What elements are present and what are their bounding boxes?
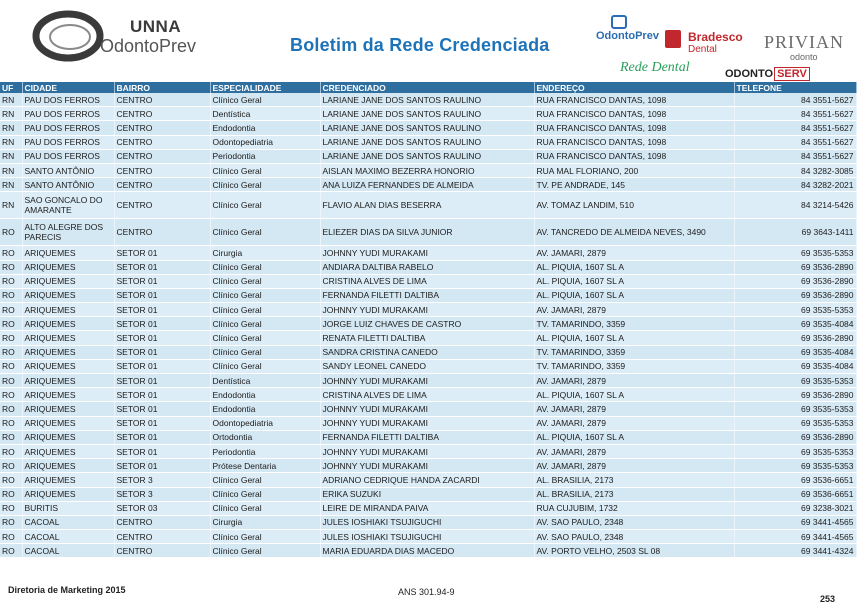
table-cell: SETOR 01 (114, 459, 210, 473)
brand (100, 18, 196, 55)
table-cell: LARIANE JANE DOS SANTOS RAULINO (320, 93, 534, 107)
table-cell: ANDIARA DALTIBA RABELO (320, 260, 534, 274)
table-cell: SETOR 01 (114, 402, 210, 416)
table-cell: CENTRO (114, 530, 210, 544)
table-cell: Periodontia (210, 149, 320, 163)
column-header: CIDADE (22, 82, 114, 93)
table-row (0, 135, 856, 149)
table-row (0, 374, 856, 388)
table-cell: LARIANE JANE DOS SANTOS RAULINO (320, 107, 534, 121)
table-cell: Clínico Geral (210, 317, 320, 331)
brand-name-bottom: OdontoPrev (100, 36, 197, 56)
table-cell: CENTRO (114, 219, 210, 246)
table-cell: ARIQUEMES (22, 416, 114, 430)
table-cell: 69 3535-4084 (734, 345, 856, 359)
table-row (0, 459, 856, 473)
network-table (0, 82, 856, 558)
table-cell: AV. TANCREDO DE ALMEIDA NEVES, 3490 (534, 219, 734, 246)
table-cell: Dentística (210, 374, 320, 388)
partner-rede-dental: Rede Dental (620, 60, 690, 75)
table-cell: AV. SAO PAULO, 2348 (534, 530, 734, 544)
table-cell: ARIQUEMES (22, 459, 114, 473)
page-title: Boletim da Rede Credenciada (290, 35, 550, 55)
table-cell: FERNANDA FILETTI DALTIBA (320, 430, 534, 444)
table-row (0, 345, 856, 359)
table-cell: RENATA FILETTI DALTIBA (320, 331, 534, 345)
table-cell: Cirurgia (210, 515, 320, 529)
table-cell: SETOR 01 (114, 288, 210, 302)
partner-bradesco-sub: Dental (688, 44, 717, 55)
table-cell: Ortodontia (210, 430, 320, 444)
table-row (0, 192, 856, 219)
column-header: BAIRRO (114, 82, 210, 93)
table-cell: RN (0, 163, 22, 177)
table-cell: Cirurgia (210, 246, 320, 260)
column-header: UF (0, 82, 22, 93)
table-cell: SANDY LEONEL CANEDO (320, 359, 534, 373)
table-row (0, 359, 856, 373)
table-cell: TV. TAMARINDO, 3359 (534, 359, 734, 373)
table-cell: RO (0, 487, 22, 501)
table-cell: SETOR 01 (114, 359, 210, 373)
table-cell: RUA MAL FLORIANO, 200 (534, 163, 734, 177)
table-cell: AV. JAMARI, 2879 (534, 459, 734, 473)
table-row (0, 178, 856, 192)
table-cell: Prótese Dentaria (210, 459, 320, 473)
table-cell: ARIQUEMES (22, 444, 114, 458)
table-cell: 69 3536-2890 (734, 388, 856, 402)
table-cell: SAO GONCALO DO AMARANTE (22, 192, 114, 219)
table-row (0, 501, 856, 515)
table-cell: Dentística (210, 107, 320, 121)
table-cell: SETOR 01 (114, 303, 210, 317)
table-cell: CENTRO (114, 192, 210, 219)
table-cell: Clínico Geral (210, 530, 320, 544)
table-cell: PAU DOS FERROS (22, 107, 114, 121)
table-cell: ARIQUEMES (22, 473, 114, 487)
table-cell: ARIQUEMES (22, 388, 114, 402)
table-cell: 69 3536-2890 (734, 260, 856, 274)
table-row (0, 274, 856, 288)
table-row (0, 149, 856, 163)
table-cell: RO (0, 473, 22, 487)
table-cell: AV. JAMARI, 2879 (534, 416, 734, 430)
table-row (0, 444, 856, 458)
table-cell: Clínico Geral (210, 359, 320, 373)
partner-privian-sub: odonto (790, 52, 818, 62)
table-cell: AL. PIQUIA, 1607 SL A (534, 430, 734, 444)
table-cell: AL. PIQUIA, 1607 SL A (534, 388, 734, 402)
table-cell: PAU DOS FERROS (22, 121, 114, 135)
table-cell: CENTRO (114, 544, 210, 558)
table-cell: 69 3536-6651 (734, 473, 856, 487)
table-cell: 84 3551-5627 (734, 149, 856, 163)
table-cell: Clínico Geral (210, 163, 320, 177)
table-cell: 84 3551-5627 (734, 121, 856, 135)
table-cell: AV. JAMARI, 2879 (534, 402, 734, 416)
table-cell: RO (0, 246, 22, 260)
table-cell: AL. PIQUIA, 1607 SL A (534, 274, 734, 288)
table-cell: 69 3535-5353 (734, 416, 856, 430)
table-cell: SETOR 01 (114, 374, 210, 388)
table-cell: 69 3535-4084 (734, 359, 856, 373)
partner-odonto-serv (725, 68, 810, 80)
table-cell: JOHNNY YUDI MURAKAMI (320, 303, 534, 317)
table-cell: 69 3536-6651 (734, 487, 856, 501)
table-row (0, 388, 856, 402)
table-row (0, 317, 856, 331)
odontoprev-logo-icon (611, 15, 627, 29)
table-cell: RO (0, 260, 22, 274)
table-cell: 69 3535-5353 (734, 459, 856, 473)
table-cell: SETOR 3 (114, 487, 210, 501)
table-cell: SETOR 01 (114, 274, 210, 288)
table-cell: JOHNNY YUDI MURAKAMI (320, 402, 534, 416)
table-cell: ELIEZER DIAS DA SILVA JUNIOR (320, 219, 534, 246)
table-cell: TV. PE ANDRADE, 145 (534, 178, 734, 192)
table-cell: 84 3551-5627 (734, 93, 856, 107)
table-cell: Clínico Geral (210, 544, 320, 558)
table-cell: Clínico Geral (210, 331, 320, 345)
table-cell: 69 3238-3021 (734, 501, 856, 515)
partner-bradesco: Bradesco (688, 30, 743, 44)
table-cell: Clínico Geral (210, 288, 320, 302)
table-cell: Clínico Geral (210, 219, 320, 246)
footer-ans: ANS 301.94-9 (398, 587, 455, 597)
table-cell: RUA FRANCISCO DANTAS, 1098 (534, 93, 734, 107)
table-cell: RO (0, 359, 22, 373)
table-cell: RO (0, 459, 22, 473)
table-cell: 69 3643-1411 (734, 219, 856, 246)
table-cell: ARIQUEMES (22, 246, 114, 260)
table-cell: ARIQUEMES (22, 303, 114, 317)
page-header (0, 0, 867, 80)
brand-name-top: UNNA (130, 17, 182, 36)
table-row (0, 260, 856, 274)
table-cell: PAU DOS FERROS (22, 135, 114, 149)
table-cell: RO (0, 219, 22, 246)
column-header: TELEFONE (734, 82, 856, 93)
table-cell: SANTO ANTÔNIO (22, 178, 114, 192)
table-cell: Clínico Geral (210, 303, 320, 317)
table-cell: Odontopediatria (210, 135, 320, 149)
table-cell: LEIRE DE MIRANDA PAIVA (320, 501, 534, 515)
table-cell: ARIQUEMES (22, 487, 114, 501)
table-cell: BURITIS (22, 501, 114, 515)
table-cell: JOHNNY YUDI MURAKAMI (320, 246, 534, 260)
table-cell: RO (0, 402, 22, 416)
table-cell: CRISTINA ALVES DE LIMA (320, 274, 534, 288)
table-header-row (0, 82, 856, 93)
table-cell: SANTO ANTÔNIO (22, 163, 114, 177)
table-cell: RN (0, 135, 22, 149)
table-cell: LARIANE JANE DOS SANTOS RAULINO (320, 149, 534, 163)
table-cell: ARIQUEMES (22, 288, 114, 302)
table-cell: AISLAN MAXIMO BEZERRA HONORIO (320, 163, 534, 177)
table-cell: RN (0, 93, 22, 107)
table-cell: RO (0, 345, 22, 359)
table-cell: RN (0, 107, 22, 121)
table-cell: Odontopediatria (210, 416, 320, 430)
unna-logo-icon (32, 10, 104, 62)
table-cell: Clínico Geral (210, 274, 320, 288)
table-cell: CENTRO (114, 515, 210, 529)
table-row (0, 515, 856, 529)
table-row (0, 246, 856, 260)
table-row (0, 487, 856, 501)
table-cell: Clínico Geral (210, 192, 320, 219)
table-cell: AL. PIQUIA, 1607 SL A (534, 288, 734, 302)
table-cell: ARIQUEMES (22, 374, 114, 388)
table-cell: RO (0, 430, 22, 444)
table-cell: CENTRO (114, 163, 210, 177)
table-cell: ADRIANO CEDRIQUE HANDA ZACARDI (320, 473, 534, 487)
table-row (0, 544, 856, 558)
table-cell: RO (0, 331, 22, 345)
table-cell: ARIQUEMES (22, 430, 114, 444)
table-row (0, 416, 856, 430)
table-cell: SETOR 01 (114, 416, 210, 430)
table-cell: RO (0, 388, 22, 402)
partner-privian: PRIVIAN (764, 32, 845, 52)
table-cell: 69 3536-2890 (734, 331, 856, 345)
table-cell: ANA LUIZA FERNANDES DE ALMEIDA (320, 178, 534, 192)
table-row (0, 402, 856, 416)
table-row (0, 288, 856, 302)
table-cell: Clínico Geral (210, 345, 320, 359)
table-cell: AL. PIQUIA, 1607 SL A (534, 260, 734, 274)
table-cell: FERNANDA FILETTI DALTIBA (320, 288, 534, 302)
table-cell: 84 3282-3085 (734, 163, 856, 177)
table-cell: ARIQUEMES (22, 331, 114, 345)
table-cell: Clínico Geral (210, 260, 320, 274)
table-cell: 69 3535-5353 (734, 402, 856, 416)
table-row (0, 93, 856, 107)
table-cell: RUA FRANCISCO DANTAS, 1098 (534, 121, 734, 135)
table-cell: RO (0, 274, 22, 288)
table-cell: ARIQUEMES (22, 402, 114, 416)
table-row (0, 121, 856, 135)
table-cell: Endodontia (210, 402, 320, 416)
table-cell: AL. BRASILIA, 2173 (534, 473, 734, 487)
table-cell: FLAVIO ALAN DIAS BESERRA (320, 192, 534, 219)
table-row (0, 331, 856, 345)
table-cell: ARIQUEMES (22, 260, 114, 274)
partner-odontoprev: OdontoPrev (596, 30, 659, 42)
table-cell: 84 3214-5426 (734, 192, 856, 219)
table-cell: TV. TAMARINDO, 3359 (534, 317, 734, 331)
table-cell: 69 3535-5353 (734, 246, 856, 260)
table-cell: RO (0, 416, 22, 430)
table-cell: 69 3441-4565 (734, 530, 856, 544)
table-cell: AV. JAMARI, 2879 (534, 374, 734, 388)
table-cell: CACOAL (22, 530, 114, 544)
table-cell: Clínico Geral (210, 473, 320, 487)
table-cell: 69 3536-2890 (734, 288, 856, 302)
table-cell: Clínico Geral (210, 487, 320, 501)
table-cell: ARIQUEMES (22, 345, 114, 359)
table-cell: 69 3535-5353 (734, 374, 856, 388)
table-cell: Periodontia (210, 444, 320, 458)
table-cell: AV. SAO PAULO, 2348 (534, 515, 734, 529)
partner-odonto-serv-a: ODONTO (725, 68, 774, 80)
table-cell: MARIA EDUARDA DIAS MACEDO (320, 544, 534, 558)
table-cell: SETOR 3 (114, 473, 210, 487)
table-cell: AV. JAMARI, 2879 (534, 444, 734, 458)
table-row (0, 430, 856, 444)
table-cell: LARIANE JANE DOS SANTOS RAULINO (320, 135, 534, 149)
bradesco-logo-icon (665, 30, 681, 48)
table-cell: RO (0, 288, 22, 302)
table-cell: CRISTINA ALVES DE LIMA (320, 388, 534, 402)
table-cell: JOHNNY YUDI MURAKAMI (320, 416, 534, 430)
table-cell: Clínico Geral (210, 501, 320, 515)
table-cell: ARIQUEMES (22, 359, 114, 373)
table-cell: RN (0, 149, 22, 163)
table-cell: CENTRO (114, 107, 210, 121)
column-header: ENDEREÇO (534, 82, 734, 93)
table-cell: LARIANE JANE DOS SANTOS RAULINO (320, 121, 534, 135)
table-cell: RO (0, 444, 22, 458)
table-cell: 69 3535-4084 (734, 317, 856, 331)
table-cell: CENTRO (114, 149, 210, 163)
table-cell: 69 3441-4324 (734, 544, 856, 558)
column-header: CREDENCIADO (320, 82, 534, 93)
table-cell: RO (0, 530, 22, 544)
table-cell: RN (0, 121, 22, 135)
table-cell: CENTRO (114, 93, 210, 107)
column-header: ESPECIALIDADE (210, 82, 320, 93)
table-cell: SETOR 01 (114, 260, 210, 274)
table-cell: CACOAL (22, 544, 114, 558)
table-cell: Endodontia (210, 388, 320, 402)
table-cell: JOHNNY YUDI MURAKAMI (320, 374, 534, 388)
table-cell: RO (0, 544, 22, 558)
table-cell: RUA CUJUBIM, 1732 (534, 501, 734, 515)
table-row (0, 303, 856, 317)
table-cell: CENTRO (114, 178, 210, 192)
table-cell: Clínico Geral (210, 178, 320, 192)
table-cell: AV. PORTO VELHO, 2503 SL 08 (534, 544, 734, 558)
table-cell: ARIQUEMES (22, 317, 114, 331)
table-cell: JOHNNY YUDI MURAKAMI (320, 444, 534, 458)
table-cell: PAU DOS FERROS (22, 149, 114, 163)
table-cell: SETOR 01 (114, 345, 210, 359)
table-cell: AL. PIQUIA, 1607 SL A (534, 331, 734, 345)
table-cell: JORGE LUIZ CHAVES DE CASTRO (320, 317, 534, 331)
table-cell: JOHNNY YUDI MURAKAMI (320, 459, 534, 473)
table-cell: SETOR 01 (114, 317, 210, 331)
table-cell: AV. JAMARI, 2879 (534, 303, 734, 317)
table-cell: 84 3551-5627 (734, 107, 856, 121)
table-cell: 69 3535-5353 (734, 444, 856, 458)
table-row (0, 107, 856, 121)
table-cell: Clínico Geral (210, 93, 320, 107)
table-cell: CENTRO (114, 135, 210, 149)
table-cell: RO (0, 317, 22, 331)
table-cell: RO (0, 501, 22, 515)
footer-marketing: Diretoria de Marketing 2015 (8, 585, 126, 595)
table-row (0, 530, 856, 544)
table-cell: RUA FRANCISCO DANTAS, 1098 (534, 135, 734, 149)
table-cell: Endodontia (210, 121, 320, 135)
table-cell: TV. TAMARINDO, 3359 (534, 345, 734, 359)
table-cell: SETOR 01 (114, 246, 210, 260)
table-cell: JULES IOSHIAKI TSUJIGUCHI (320, 530, 534, 544)
table-cell: SETOR 01 (114, 444, 210, 458)
table-row (0, 473, 856, 487)
table-cell: SETOR 03 (114, 501, 210, 515)
partner-odonto-serv-b: SERV (774, 67, 810, 81)
table-cell: 84 3551-5627 (734, 135, 856, 149)
table-cell: SANDRA CRISTINA CANEDO (320, 345, 534, 359)
table-cell: RO (0, 303, 22, 317)
table-cell: 84 3282-2021 (734, 178, 856, 192)
page-number: 253 (820, 594, 836, 604)
table-cell: CENTRO (114, 121, 210, 135)
table-row (0, 163, 856, 177)
table-cell: SETOR 01 (114, 331, 210, 345)
table-cell: 69 3441-4565 (734, 515, 856, 529)
table-cell: ARIQUEMES (22, 274, 114, 288)
table-cell: AV. TOMAZ LANDIM, 510 (534, 192, 734, 219)
table-cell: RN (0, 178, 22, 192)
table-cell: PAU DOS FERROS (22, 93, 114, 107)
table-cell: ERIKA SUZUKI (320, 487, 534, 501)
table-cell: ALTO ALEGRE DOS PARECIS (22, 219, 114, 246)
table-cell: CACOAL (22, 515, 114, 529)
table-cell: AV. JAMARI, 2879 (534, 246, 734, 260)
table-row (0, 219, 856, 246)
table-cell: 69 3535-5353 (734, 303, 856, 317)
table-cell: JULES IOSHIAKI TSUJIGUCHI (320, 515, 534, 529)
table-cell: SETOR 01 (114, 388, 210, 402)
table-cell: RUA FRANCISCO DANTAS, 1098 (534, 107, 734, 121)
table-cell: AL. BRASILIA, 2173 (534, 487, 734, 501)
table-cell: 69 3536-2890 (734, 274, 856, 288)
table-cell: RO (0, 374, 22, 388)
table-body (0, 93, 856, 558)
table-cell: 69 3536-2890 (734, 430, 856, 444)
table-cell: RN (0, 192, 22, 219)
table-cell: RUA FRANCISCO DANTAS, 1098 (534, 149, 734, 163)
table-cell: SETOR 01 (114, 430, 210, 444)
table-cell: RO (0, 515, 22, 529)
